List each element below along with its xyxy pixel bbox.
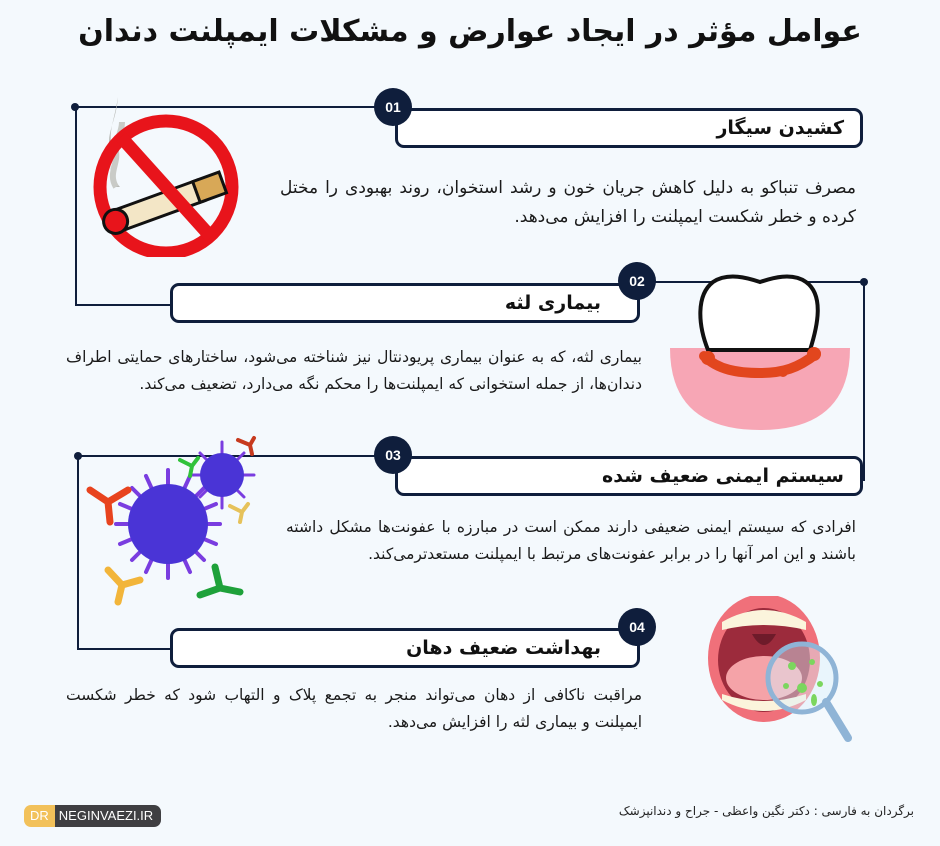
badge-site: NEGINVAEZI.IR — [55, 805, 161, 827]
section-01-heading: کشیدن سیگار — [716, 117, 844, 139]
section-01-heading-card — [395, 108, 863, 148]
section-04-description: مراقبت ناکافی از دهان می‌تواند منجر به تجمع پلاک و التهاب شود که خطر شکست ایمپلنت و بیماری لثه را افزایش می‌دهد. — [66, 686, 642, 731]
badge-prefix: DR — [24, 805, 55, 827]
section-02-heading-card — [170, 283, 640, 323]
website-badge[interactable] — [24, 805, 161, 827]
section-03-heading: سیستم ایمنی ضعیف شده — [602, 465, 844, 487]
inflamed-gum-tooth-icon — [668, 270, 858, 430]
section-04-heading-card — [170, 628, 640, 668]
connector-line — [863, 281, 865, 481]
mouth-bacteria-magnifier-icon — [702, 596, 862, 746]
connector-line — [75, 304, 175, 306]
section-04-heading: بهداشت ضعیف دهان — [406, 637, 601, 659]
translator-credit: برگردان به فارسی : دکتر نگین واعظی - جراح و دندانپزشک — [618, 804, 914, 818]
section-02-heading: بیماری لثه — [504, 292, 601, 314]
section-01-number-badge: 01 — [374, 88, 412, 126]
connector-line — [77, 648, 173, 650]
section-02-description: بیماری لثه، که به عنوان بیماری پریودنتال نیز شناخته می‌شود، ساختارهای حمایتی اطراف دندان‌ها، از جمله استخوانی که ایمپلنت‌ها را محکم نگه می‌دارد، تضعیف می‌کند. — [66, 348, 642, 393]
connector-line — [75, 106, 77, 306]
section-02-number-badge: 02 — [618, 262, 656, 300]
section-03-number-badge: 03 — [374, 436, 412, 474]
virus-antibody-icon — [80, 430, 280, 610]
section-03-heading-card — [395, 456, 863, 496]
connector-line — [77, 455, 79, 650]
section-04-number-badge: 04 — [618, 608, 656, 646]
section-01-description: مصرف تنباکو به دلیل کاهش جریان خون و رشد استخوان، روند بهبودی را مختل کرده و خطر شکست ایمپلنت را افزایش می‌دهد. — [280, 178, 856, 227]
no-smoking-icon — [86, 92, 246, 257]
page-title: عوامل مؤثر در ایجاد عوارض و مشکلات ایمپلنت دندان — [78, 14, 862, 49]
section-03-description: افرادی که سیستم ایمنی ضعیفی دارند ممکن است در مبارزه با عفونت‌ها مشکل داشته باشند و این امر آنها را در برابر عفونت‌های مرتبط با ایمپلنت مستعدترمی‌کند. — [286, 518, 856, 563]
